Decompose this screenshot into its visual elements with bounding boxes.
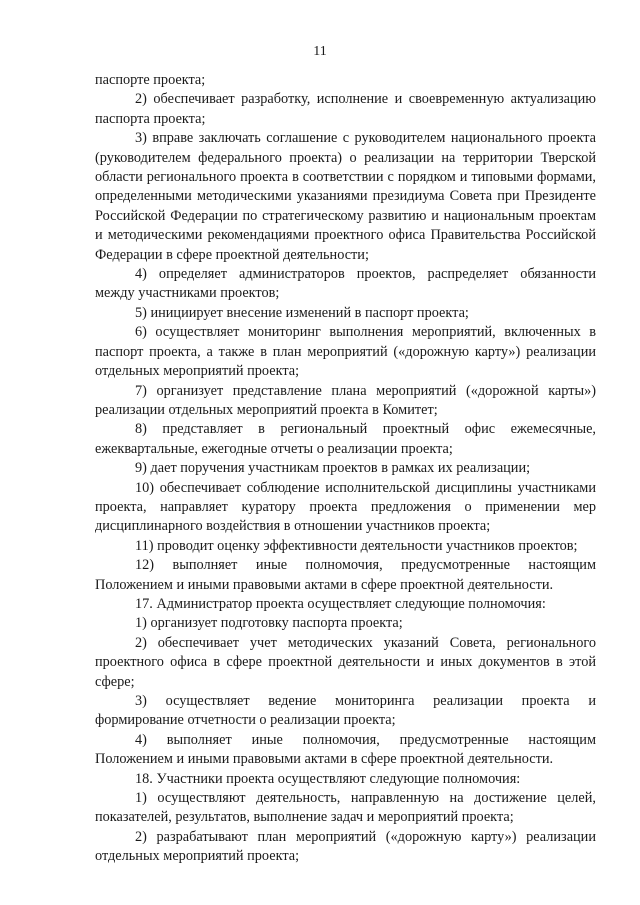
paragraph: 4) определяет администраторов проектов, распределяет обязанности между участниками проектов; <box>95 266 596 302</box>
paragraph: 18. Участники проекта осуществляют следующие полномочия: <box>135 770 521 787</box>
paragraph: 2) разрабатывают план мероприятий («дорожную карту») реализации отдельных мероприятий проекта; <box>95 828 596 865</box>
paragraph: 8) представляет в региональный проектный офис ежемесячные, ежеквартальные, ежегодные отчеты о реализации проекта; <box>95 421 596 457</box>
paragraph: 6) осуществляет мониторинг выполнения мероприятий, включенных в паспорт проекта, а также в план мероприятий («дорожную карту») реализации отдельных мероприятий проекта; <box>95 324 596 380</box>
paragraph: 7) организует представление плана мероприятий («дорожной карты») реализации отдельных мероприятий проекта в Комитет; <box>95 382 596 418</box>
paragraph: 2) обеспечивает учет методических указаний Совета, регионального проектного офиса в сфере проектной деятельности и иных документов в этой сфере; <box>95 634 596 690</box>
paragraph: 5) инициирует внесение изменений в паспорт проекта; <box>135 304 469 321</box>
paragraph: 11) проводит оценку эффективности деятельности участников проектов; <box>135 537 578 554</box>
paragraph: 1) организует подготовку паспорта проекта; <box>135 615 403 632</box>
paragraph: 17. Администратор проекта осуществляет следующие полномочия: <box>135 595 546 612</box>
paragraph: 2) обеспечивает разработку, исполнение и своевременную актуализацию паспорта проекта; <box>95 91 596 127</box>
paragraph: 1) осуществляют деятельность, направленную на достижение целей, показателей, результатов, выполнение задач и мероприятий проекта; <box>95 790 596 826</box>
paragraph: 4) выполняет иные полномочия, предусмотренные настоящим Положением и иными правовыми актами в сфере проектной деятельности. <box>95 731 596 768</box>
paragraph: 12) выполняет иные полномочия, предусмотренные настоящим Положением и иными правовыми актами в сфере проектной деятельности. <box>95 557 596 593</box>
paragraph: 3) осуществляет ведение мониторинга реализации проекта и формирование отчетности о реализации проекта; <box>95 693 596 729</box>
document-body <box>95 71 596 867</box>
paragraph: 9) дает поручения участникам проектов в рамках их реализации; <box>135 460 531 477</box>
paragraph: 3) вправе заключать соглашение с руководителем национального проекта (руководителем федерального проекта) о реализации на территории Тверской области регионального проекта в соответствии с порядком и типовыми формами, определенными методическими указаниями президиума Совета при Президенте Российской Федерации по стратегическому развитию и национальным проектам и методическими рекомендациями проектного офиса Правительства Российской Федерации в сфере проектной деятельности; <box>95 130 596 263</box>
paragraph: 10) обеспечивает соблюдение исполнительской дисциплины участниками проекта, направляет куратору проекта предложения о применении мер дисциплинарного воздействия в отношении участников проекта; <box>95 479 596 535</box>
paragraph: паспорте проекта; <box>95 72 206 88</box>
page-number: 11 <box>313 44 327 59</box>
